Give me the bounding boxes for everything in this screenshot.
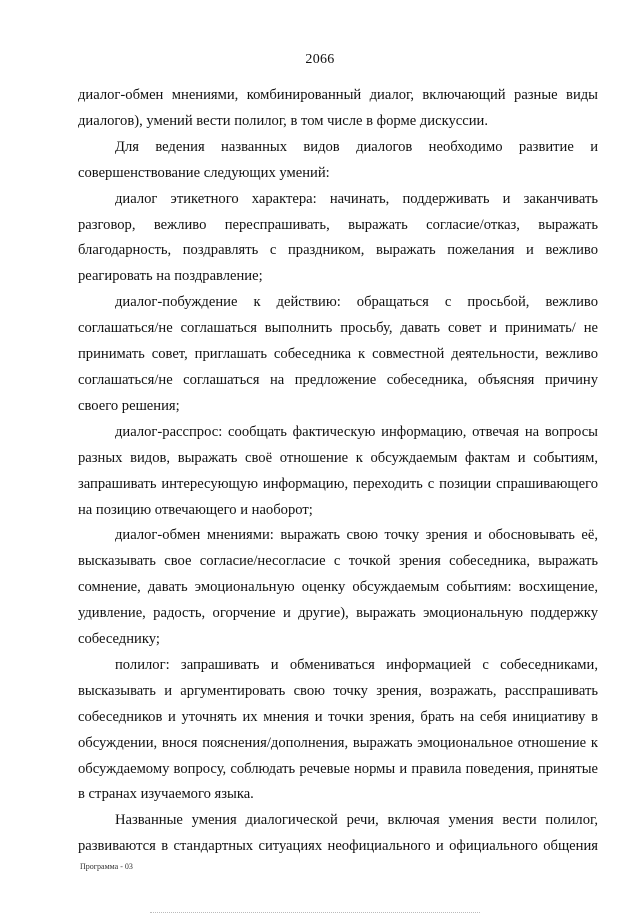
scan-edge-divider [150, 912, 480, 914]
footer-label: Программа - 03 [80, 862, 133, 871]
body-text [78, 83, 598, 860]
paragraph-etiquette-dialog: диалог этикетного характера: начинать, поддерживать и заканчивать разговор, вежливо переспрашивать, выражать согласие/отказ, выражать благодарность, поздравлять с праздником, выражать пожелания и вежливо реагировать на поздравление; [78, 190, 598, 285]
paragraph-summary: Названные умения диалогической речи, включая умения вести полилог, развиваются в стандартных ситуациях неофициального и официального общения [78, 812, 598, 855]
paragraph-opinion-exchange: диалог-обмен мнениями: выражать свою точку зрения и обосновывать её, высказывать свое согласие/несогласие с точкой зрения собеседника, выражать сомнение, давать эмоциональную оценку обсуждаемым событиям: восхищение, удивление, радость, огорчение и другие), выражать эмоциональную поддержку собеседнику; [78, 527, 598, 648]
page-number: 2066 [305, 52, 335, 67]
paragraph-incentive-dialog: диалог-побуждение к действию: обращаться с просьбой, вежливо соглашаться/не соглашаться выполнить просьбу, давать совет и принимать/ не принимать совет, приглашать собеседника к совместной деятельности, вежливо соглашаться/не соглашаться на предложение собеседника, объясняя причину своего решения; [78, 294, 598, 414]
paragraph-continuation: диалог-обмен мнениями, комбинированный диалог, включающий разные виды диалогов), умений вести полилог, в том числе в форме дискуссии. [78, 87, 598, 129]
paragraph-inquiry-dialog: диалог-расспрос: сообщать фактическую информацию, отвечая на вопросы разных видов, выражать своё отношение к обсуждаемым фактам и событиям, запрашивать интересующую информацию, переходить с позиции спрашивающего на позицию отвечающего и наоборот; [78, 423, 598, 518]
paragraph-intro: Для ведения названных видов диалогов необходимо развитие и совершенствование следующих умений: [78, 138, 598, 181]
paragraph-polylogue: полилог: запрашивать и обмениваться информацией с собеседниками, высказывать и аргументировать свою точку зрения, возражать, расспрашивать собеседников и уточнять их мнения и точки зрения, брать на себя инициативу в обсуждении, внося пояснения/дополнения, выражать эмоциональное отношение к обсуждаемому вопросу, соблюдать речевые нормы и правила поведения, принятые в странах изучаемого языка. [78, 656, 598, 803]
